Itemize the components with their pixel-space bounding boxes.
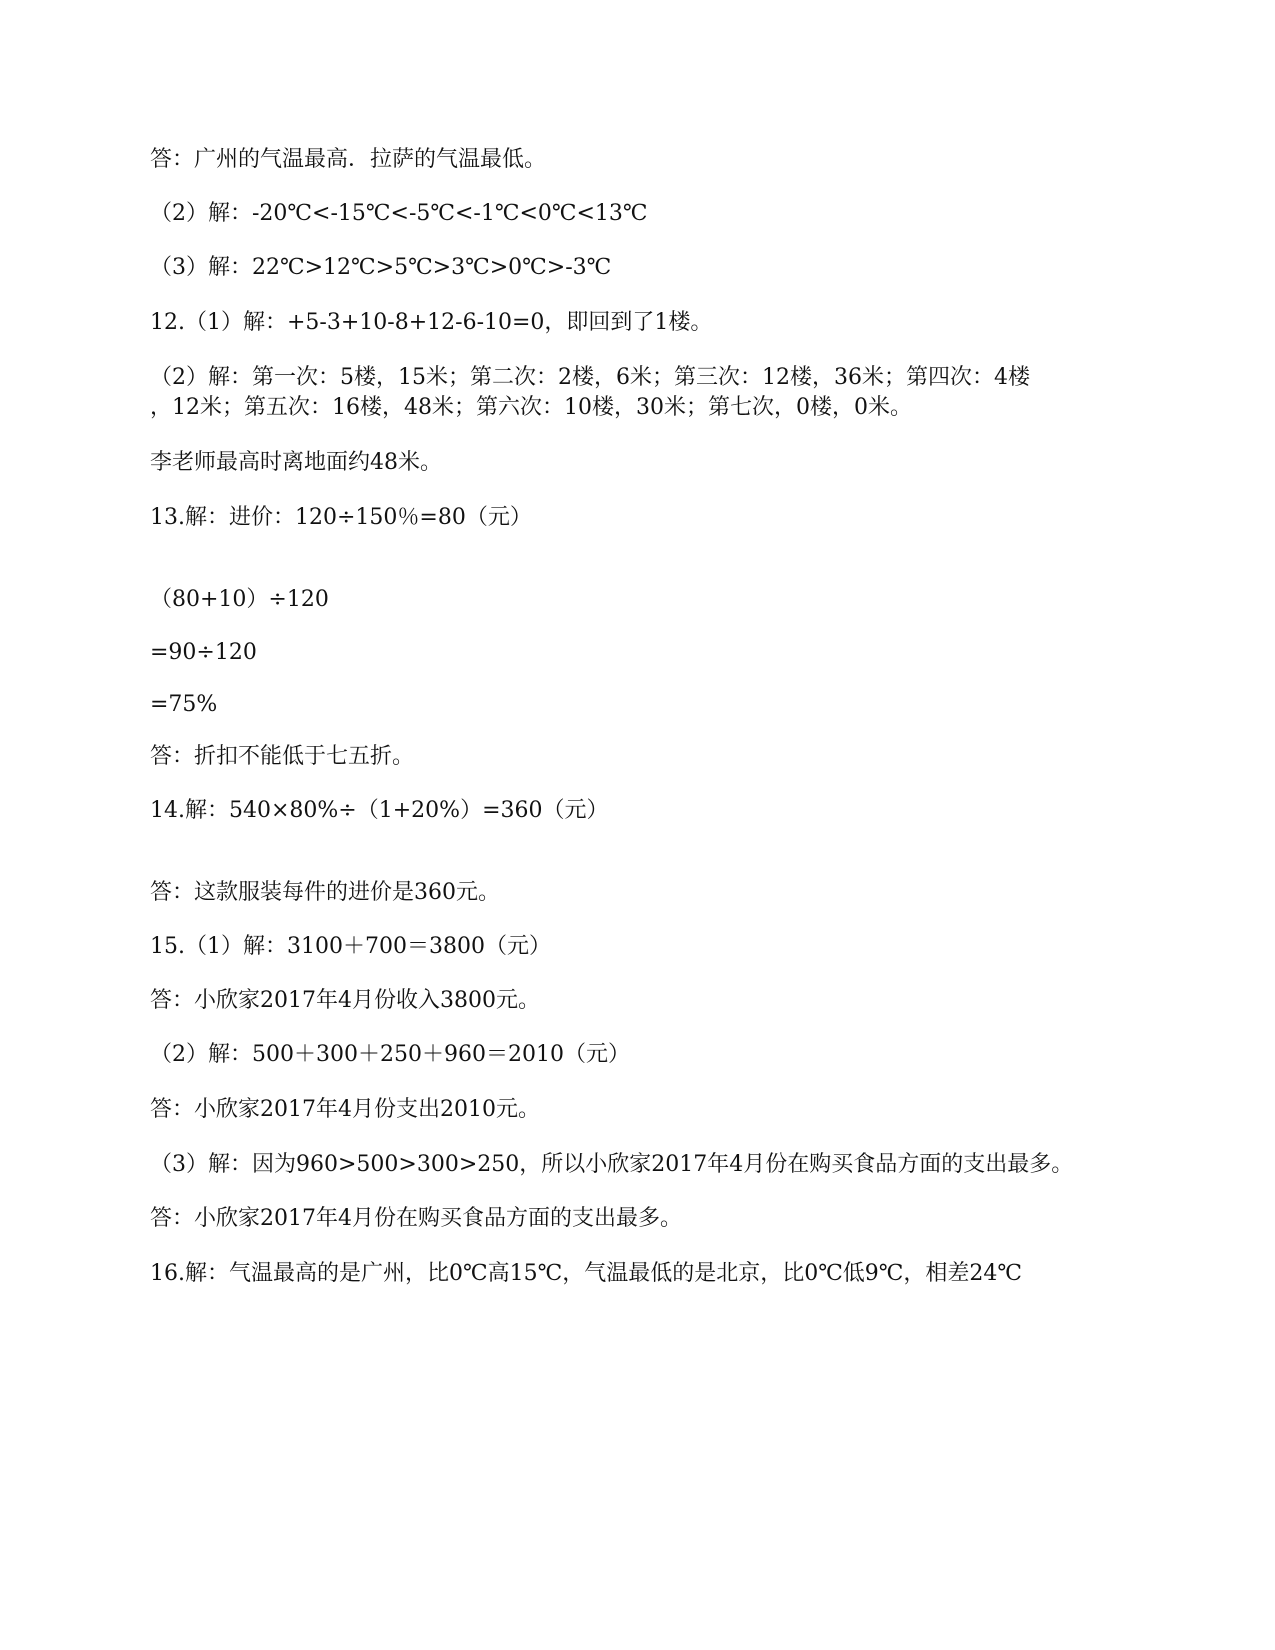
answer-line: 答：折扣不能低于七五折。 [150, 744, 415, 769]
answer-line: 答：小欣家2017年4月份在购买食品方面的支出最多。 [150, 1206, 682, 1231]
solution-line: （2）解：500＋300＋250＋960＝2010（元） [150, 1042, 630, 1067]
problem-14-line: 14.解：540×80%÷（1+20%）=360（元） [150, 798, 609, 823]
solution-line: （3）解：22℃>12℃>5℃>3℃>0℃>-3℃ [150, 255, 612, 280]
calculation-line: =75% [150, 692, 218, 717]
calculation-line: （80+10）÷120 [150, 587, 329, 612]
answer-line: 李老师最高时离地面约48米。 [150, 450, 442, 475]
solution-line: （2）解：-20℃<-15℃<-5℃<-1℃<0℃<13℃ [150, 201, 648, 226]
problem-12-line: 12.（1）解：+5-3+10-8+12-6-10=0，即回到了1楼。 [150, 310, 713, 335]
solution-line-continued: ，12米；第五次：16楼，48米；第六次：10楼，30米；第七次，0楼，0米。 [150, 395, 912, 420]
problem-15-line: 15.（1）解：3100＋700＝3800（元） [150, 934, 551, 959]
answer-line: 答：小欣家2017年4月份支出2010元。 [150, 1097, 540, 1122]
answer-line: 答：广州的气温最高．拉萨的气温最低。 [150, 147, 547, 172]
answer-line: 答：这款服装每件的进价是360元。 [150, 880, 500, 905]
problem-13-line: 13.解：进价：120÷150％=80（元） [150, 505, 532, 530]
calculation-line: =90÷120 [150, 640, 257, 665]
solution-line: （3）解：因为960>500>300>250，所以小欣家2017年4月份在购买食品方面的支出最多。 [150, 1152, 1074, 1177]
solution-line: （2）解：第一次：5楼，15米；第二次：2楼，6米；第三次：12楼，36米；第四次：4楼 [150, 365, 1030, 390]
answer-line: 答：小欣家2017年4月份收入3800元。 [150, 988, 540, 1013]
problem-16-line: 16.解：气温最高的是广州，比0℃高15℃，气温最低的是北京，比0℃低9℃，相差24℃ [150, 1261, 1023, 1286]
